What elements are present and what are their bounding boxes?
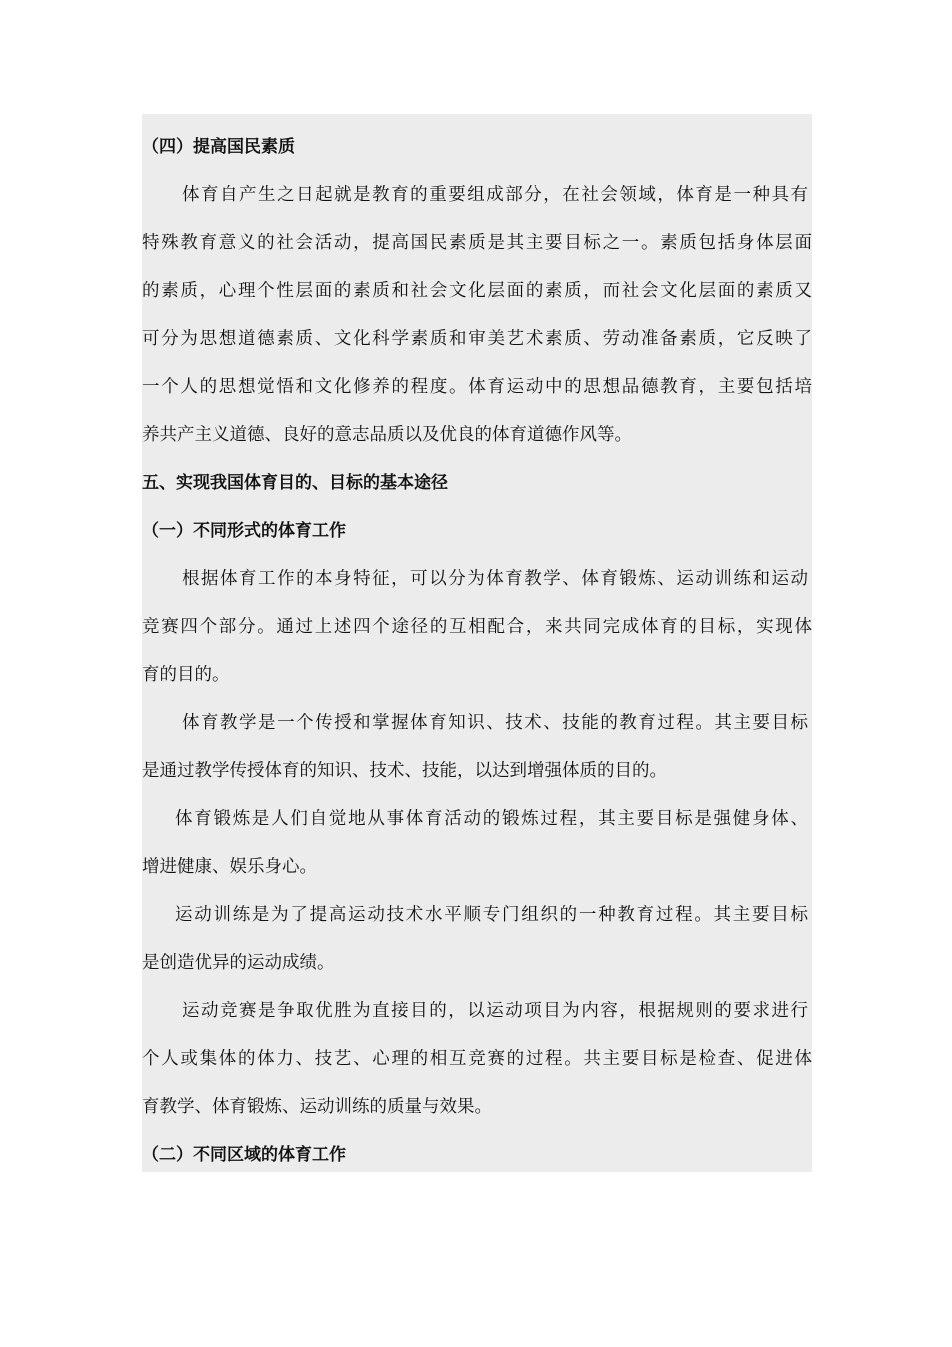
paragraph-line: 育教学、体育锻炼、运动训练的质量与效果。 [142,1097,492,1117]
section-heading-4: （四）提高国民素质 [142,137,295,157]
paragraph-line: 运动竞赛是争取优胜为直接目的，以运动项目为内容，根据规则的要求进行 [182,1001,808,1021]
paragraph-line: 养共产主义道德、良好的意志品质以及优良的体育道德作风等。 [142,425,632,445]
paragraph-line: 运动训练是为了提高运动技术水平顺专门组织的一种教育过程。其主要目标 [175,905,808,925]
paragraph-line: 个人或集体的体力、技艺、心理的相互竞赛的过程。共主要目标是检查、促进体 [142,1049,812,1069]
paragraph-line: 育的目的。 [142,665,230,685]
document-text-block [142,114,812,1172]
paragraph-line: 竞赛四个部分。通过上述四个途径的互相配合，来共同完成体育的目标，实现体 [142,617,812,637]
subsection-heading-2: （二）不同区域的体育工作 [142,1145,346,1165]
paragraph-line: 体育教学是一个传授和掌握体育知识、技术、技能的教育过程。其主要目标 [182,713,808,733]
paragraph-line: 根据体育工作的本身特征，可以分为体育教学、体育锻炼、运动训练和运动 [182,569,808,589]
paragraph-line: 是通过教学传授体育的知识、技术、技能，以达到增强体质的目的。 [142,761,667,781]
paragraph-line: 特殊教育意义的社会活动，提高国民素质是其主要目标之一。素质包括身体层面 [142,233,812,253]
paragraph-line: 的素质，心理个性层面的素质和社会文化层面的素质，而社会文化层面的素质又 [142,281,812,301]
paragraph-line: 是创造优异的运动成绩。 [142,953,335,973]
subsection-heading-1: （一）不同形式的体育工作 [142,521,346,541]
paragraph-line: 可分为思想道德素质、文化科学素质和审美艺术素质、劳动准备素质，它反映了 [142,329,812,349]
chapter-heading-5: 五、实现我国体育目的、目标的基本途径 [142,473,448,493]
paragraph-line: 一个人的思想觉悟和文化修养的程度。体育运动中的思想品德教育，主要包括培 [142,377,812,397]
paragraph-line: 体育锻炼是人们自觉地从事体育活动的锻炼过程，其主要目标是强健身体、 [175,809,808,829]
paragraph-line: 增进健康、娱乐身心。 [142,857,317,877]
paragraph-line: 体育自产生之日起就是教育的重要组成部分，在社会领域，体育是一种具有 [182,185,808,205]
